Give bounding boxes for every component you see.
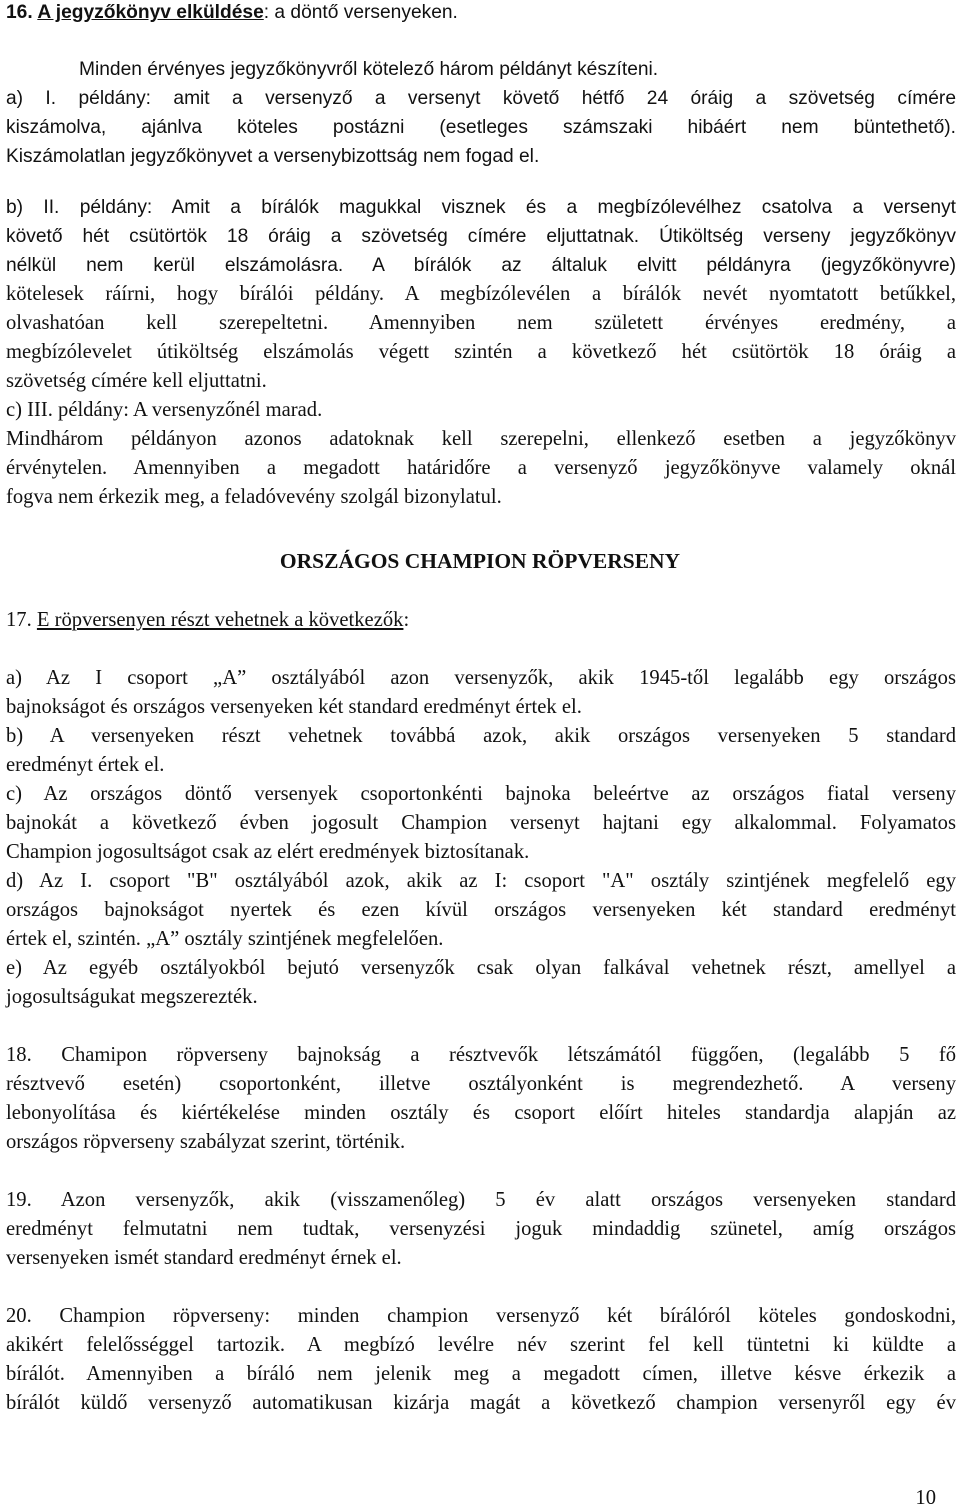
section-16-line: szövetség címére kell eljuttatni. (6, 370, 267, 392)
section-17-line: országos bajnokságot nyertek és ezen kívül országos versenyeken két standard eredményt (6, 899, 956, 921)
section-17-line: Champion jogosultságot csak az elért eredmények biztosítanak. (6, 841, 530, 863)
section-17-line: c) Az országos döntő versenyek csoportonkénti bajnoka beleértve az országos fiatal verseny (6, 783, 956, 805)
section-18-line: országos röpverseny szabályzat szerint, történik. (6, 1131, 406, 1153)
section-16-title: A jegyzőkönyv elküldése (37, 2, 264, 23)
section-20-line: 20. Champion röpverseny: minden champion versenyző két bírálóról köteles gondoskodni, (6, 1305, 956, 1327)
section-19-line: 19. Azon versenyzők, akik (visszamenőleg) 5 év alatt országos versenyeken standard (6, 1189, 956, 1211)
section-17-suffix: : (403, 609, 410, 631)
section-16-line: érvénytelen. Amennyiben a megadott határidőre a versenyző jegyzőkönyve valamely oknál (6, 457, 956, 479)
section-16-suffix: : a döntő versenyeken. (263, 2, 458, 23)
section-16-line: Mindhárom példányon azonos adatoknak kell szerepelni, ellenkező esetben a jegyzőkönyv (6, 428, 956, 450)
section-18-line: résztvevő esetén) csoportonként, illetve osztályonként is megrendezhető. A verseny (6, 1073, 956, 1095)
section-17-line: eredményt értek el. (6, 754, 165, 776)
section-16-line: Minden érvényes jegyzőkönyvről kötelező három példányt készíteni. (79, 59, 659, 80)
section-17-heading (6, 609, 956, 632)
section-17-title: E röpversenyen részt vehetnek a következők (36, 609, 404, 631)
section-16-line: c) III. példány: A versenyzőnél marad. (6, 399, 323, 421)
section-16-line: a) I. példány: amit a versenyző a versenyt követő hétfő 24 óráig a szövetség címére (6, 88, 956, 109)
section-16-line: olvashatóan kell szerepeltetni. Amennyiben nem született érvényes eredmény, a (6, 312, 956, 334)
section-17-line: bajnokát a következő évben jogosult Champion versenyt hajtani egy alkalommal. Folyamatos (6, 812, 956, 834)
section-17-line: értek el, szintén. „A” osztály szintjének megfelelően. (6, 928, 444, 950)
section-16-line: fogva nem érkezik meg, a feladóvevény szolgál bizonylatul. (6, 486, 502, 508)
section-18-line: lebonyolítása és kiértékelése minden osztály és csoport előírt hiteles standardja alapján az (6, 1102, 956, 1124)
section-19-line: eredményt felmutatni nem tudtak, versenyzési joguk mindaddig szünetel, amíg országos (6, 1218, 956, 1240)
section-16-line: követő hét csütörtök 18 óráig a szövetség címére eljuttatnak. Útiköltség verseny jegyzőkönyv (6, 226, 956, 247)
page-number: 10 (915, 1487, 936, 1509)
section-19-line: versenyeken ismét standard eredményt érnek el. (6, 1247, 402, 1269)
section-20-line: bírálót küldő versenyző automatikusan kizárja magát a következő champion versenyről egy év (6, 1392, 956, 1414)
section-16-line: b) II. példány: Amit a bírálók magukkal visznek és a megbízólevélhez csatolva a versenyt (6, 197, 956, 218)
section-16-line: megbízólevelet útiköltség elszámolás végett szintén a következő hét csütörtök 18 óráig a (6, 341, 956, 363)
section-16-line: Kiszámolatlan jegyzőkönyvet a versenybizottság nem fogad el. (6, 146, 540, 167)
section-17-line: bajnokságot és országos versenyeken két standard eredményt értek el. (6, 696, 582, 718)
section-16-line: nélkül nem kerül elszámolásra. A bírálók az általuk elvitt példányra (jegyzőkönyvre) (6, 255, 956, 276)
section-16-number: 16. (6, 2, 33, 23)
page-heading: ORSZÁGOS CHAMPION RÖPVERSENY (279, 549, 681, 573)
section-17-line: a) Az I csoport „A” osztályából azon versenyzők, akik 1945-től legalább egy országos (6, 667, 956, 689)
section-17-line: d) Az I. csoport "B" osztályából azok, akik az I: csoport "A" osztály szintjének megfelelő egy (6, 870, 956, 892)
section-20-line: bírálót. Amennyiben a bíráló nem jelenik meg a megadott címen, illetve késve érkezik a (6, 1363, 956, 1385)
section-16-line: kiszámolva, ajánlva köteles postázni (esetleges számszaki hibáért nem büntethető). (6, 117, 956, 138)
section-17-number: 17. (6, 609, 32, 631)
section-16-line: kötelesek ráírni, hogy bírálói példány. A megbízólevélen a bírálók nevét nyomtatott betűkkel, (6, 283, 956, 305)
section-17-line: b) A versenyeken részt vehetnek továbbá azok, akik országos versenyeken 5 standard (6, 725, 956, 747)
section-18-line: 18. Chamipon röpverseny bajnokság a résztvevők létszámától függően, (legalább 5 fő (6, 1044, 956, 1066)
section-16-heading (6, 2, 956, 24)
section-17-line: jogosultságukat megszerezték. (6, 986, 258, 1008)
section-20-line: akikért felelősséggel tartozik. A megbízó levélre név szerint fel kell tüntetni ki küldte a (6, 1334, 956, 1356)
section-17-line: e) Az egyéb osztályokból bejutó versenyzők csak olyan falkával vehetnek részt, amellyel a (6, 957, 956, 979)
